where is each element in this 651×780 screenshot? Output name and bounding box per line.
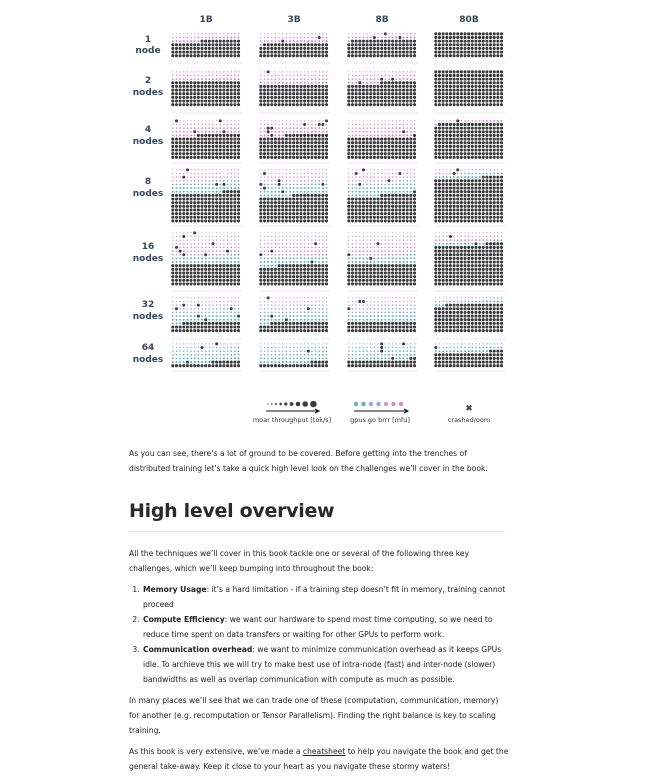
heatmap-cell <box>171 342 243 371</box>
row-header-64-unit: nodes <box>133 355 164 365</box>
challenge-term-communication: Communication overhead <box>143 645 252 654</box>
legend-crashed-label: crashed/oom <box>448 416 490 424</box>
legend-throughput-label: moar throughput [tok/s] <box>253 416 331 424</box>
heatmap-cell <box>434 70 506 113</box>
legend-mfu-scale <box>354 402 408 413</box>
heatmap-cell <box>171 33 243 63</box>
heatmap-svg <box>120 8 520 428</box>
row-header-16-unit: nodes <box>133 254 164 264</box>
challenge-term-memory: Memory Usage <box>143 585 207 594</box>
section-heading: High level overview <box>129 500 505 532</box>
challenge-text-communication: : we want to minimize communication overhead as it keeps GPUs idle. To archieve this we will try to make best use of intra-node (fast) and inter-node (slower) bandwidths as well as overlap communication with compute as much as possible. <box>143 645 501 684</box>
heatmap-cell <box>347 342 419 371</box>
heatmap-cell <box>347 297 419 339</box>
heatmap-cell <box>259 232 331 291</box>
heatmap-cell <box>171 168 243 226</box>
heatmap-cell <box>347 32 419 63</box>
row-header-1-unit: node <box>135 46 160 56</box>
column-header-8b: 8B <box>375 15 388 25</box>
row-headers <box>133 35 164 365</box>
row-header-2-unit: nodes <box>133 88 164 98</box>
heatmap-cell <box>259 119 331 163</box>
legend <box>253 401 490 424</box>
heatmap-cell <box>259 343 331 371</box>
heatmap-cell <box>171 231 243 291</box>
row-header-8-unit: nodes <box>133 189 164 199</box>
cheatsheet-text-before: As this book is very extensive, we’ve made a <box>129 747 303 756</box>
legend-throughput-scale <box>266 401 319 413</box>
row-header-4-unit: nodes <box>133 137 164 147</box>
heatmap-cell <box>434 32 506 63</box>
row-header-4-count: 4 <box>145 125 151 135</box>
cheatsheet-paragraph <box>129 744 509 774</box>
overview-lead: All the techniques we’ll cover in this book tackle one or several of the following three key challenges, which we’ll keep bumping into throughout the book: <box>129 546 509 576</box>
heatmap-cell <box>434 168 506 226</box>
row-header-16-count: 16 <box>142 242 155 252</box>
row-header-1-count: 1 <box>145 35 151 45</box>
column-header-3b: 3B <box>287 15 300 25</box>
list-item <box>142 582 509 612</box>
heatmap-cells <box>171 32 506 371</box>
list-item <box>142 642 509 687</box>
row-header-8-count: 8 <box>145 177 151 187</box>
heatmap-cell <box>259 70 331 113</box>
heatmap-cell <box>259 296 331 339</box>
tradeoff-paragraph: In many places we’ll see that we can trade one of these (computation, communication, memory) for another (e.g. recomputation or Tensor Parallelism). Finding the right balance is key to scaling training. <box>129 693 509 738</box>
column-header-1b: 1B <box>199 15 212 25</box>
column-header-80b: 80B <box>459 15 479 25</box>
heatmap-cell <box>434 343 506 371</box>
heatmap-cell <box>171 71 243 113</box>
challenge-text-memory: : it’s a hard limitation - if a training step doesn’t fit in memory, training cannot proceed <box>143 585 505 609</box>
heatmap-cell <box>171 119 243 163</box>
heatmap-cell <box>171 297 243 339</box>
challenge-term-compute: Compute Efficiency <box>143 615 225 624</box>
challenge-text-compute: : we want our hardware to spend most time computing, so we need to reduce time spent on data transfers or waiting for other GPUs to perform work. <box>143 615 492 639</box>
list-item <box>142 612 509 642</box>
heatmap-cell <box>434 119 506 163</box>
row-header-32-count: 32 <box>142 300 155 310</box>
row-header-32-unit: nodes <box>133 312 164 322</box>
heatmap-cell <box>434 297 506 339</box>
heatmap-cell <box>259 169 331 226</box>
challenge-list <box>129 582 509 687</box>
heatmap-cell <box>347 71 419 113</box>
overview-section <box>129 546 509 780</box>
heatmap-cell <box>347 120 419 163</box>
cheatsheet-text-after: to help you navigate the book and get the general take-away. Keep it close to your heart as you navigate these stormy waters! <box>129 747 508 771</box>
legend-mfu-label: gpus go brrr [mfu] <box>350 416 410 424</box>
heatmap-cell <box>434 232 506 291</box>
row-header-64-count: 64 <box>142 343 155 353</box>
cheatsheet-link[interactable]: cheatsheet <box>303 747 345 756</box>
column-headers <box>199 15 478 25</box>
heatmap-cell <box>347 168 419 226</box>
crashed-icon: ✖ <box>465 404 473 414</box>
heatmap-cell <box>347 232 419 291</box>
intro-paragraph <box>129 446 509 482</box>
intro-text: As you can see, there’s a lot of ground to be covered. Before getting into the trenches of distributed training let’s take a quick high level look on the challenges we’ll cover in the book. <box>129 446 509 476</box>
heatmap-figure <box>120 8 520 432</box>
heatmap-cell <box>259 33 331 63</box>
row-header-2-count: 2 <box>145 76 151 86</box>
